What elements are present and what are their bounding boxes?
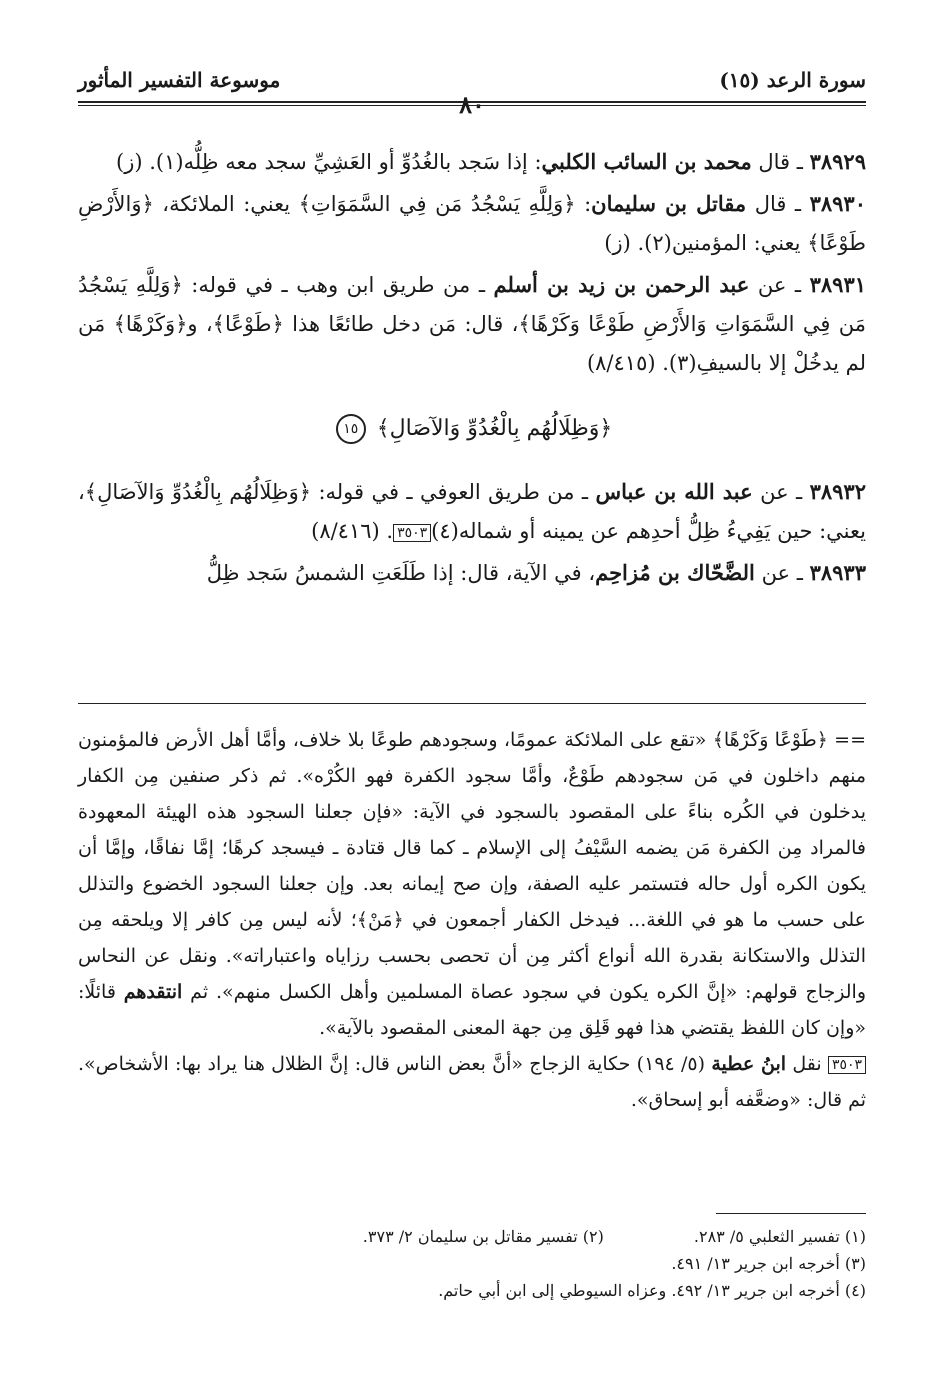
note-name: ابنُ عطية <box>711 1053 787 1075</box>
entry-text: ـ من طريق ابن وهب ـ في قوله: ﴿وَلِلَّهِ يَسْجُدُ مَن فِي السَّمَوَاتِ وَالأَرْضِ طَوْعًا وَكَرْهًا﴾، قال: مَن دخل طائعًا هذا ﴿طَوْعًا﴾، و﴿وَكَرْهًا﴾ مَن لم يدخُلْ إلا بالسيفِ(٣). (٨/٤١٥) <box>78 273 866 375</box>
entry-number: ٣٨٩٣٢ <box>809 479 866 504</box>
note-start: نقل <box>786 1053 828 1075</box>
commentary-paragraph <box>78 722 866 1046</box>
footnote-row <box>78 1223 866 1250</box>
narrator-name: محمد بن السائب الكلبي <box>541 149 752 174</box>
main-text <box>78 142 866 595</box>
footnotes <box>78 1223 866 1304</box>
entry-prefix: ـ عن <box>749 273 810 297</box>
entry-prefix: ـ قال <box>746 192 810 216</box>
header-rule-thin <box>78 105 866 106</box>
commentary-lead: == ﴿طَوْعًا وَكَرْهًا﴾ <box>712 729 867 751</box>
narrator-name: الضَّحّاك بن مُزاحِم <box>595 560 755 585</box>
footnote-2: (٢) تفسير مقاتل بن سليمان ٢/ ٣٧٣. <box>362 1227 604 1246</box>
verse-heading <box>78 409 866 448</box>
narrator-name: عبد الله بن عباس <box>595 479 753 504</box>
entry-38933 <box>78 553 866 593</box>
ayah-number-icon: ١٥ <box>336 414 366 444</box>
entry-number: ٣٨٩٣٣ <box>809 560 866 585</box>
narrator-name: عبد الرحمن بن زيد بن أسلم <box>493 272 750 297</box>
narrator-name: مقاتل بن سليمان <box>591 191 747 216</box>
footnote-3: (٣) أخرجه ابن جرير ١٣/ ٤٩١. <box>671 1254 866 1273</box>
verse-text: ﴿وَظِلَالُهُم بِالْغُدُوِّ وَالآصَالِ﴾ <box>376 416 613 441</box>
page-header <box>78 60 866 104</box>
commentary-body: «تقع على الملائكة عمومًا، وسجودهم طوعًا بلا خلاف، وأمَّا أهل الأرض فالمؤمنون منهم داخلون في مَن سجودهم طَوْعٌ، وأمَّا سجود الكفرة فهو الكُرْه». ثم ذكر صنفين مِن الكفار يدخلون في الكُره بناءً على المقصود بالسجود في الآية: «فإن جعلنا السجود هذه الهيئة المعهودة فالمراد مِن الكفرة مَن يضمه السَّيْفُ إلى الإسلام ـ كما قال قتادة ـ فيسجد كرهًا؛ إمَّا نفاقًا، وإمَّا أن يكون الكره أول حاله فتستمر عليه الصفة، وإن صح إيمانه بعد. وإن جعلنا السجود الخضوع والتذلل على حسب ما هو في اللغة... فيدخل الكفار أجمعون في ﴿مَنْ﴾؛ لأنه ليس مِن كافر إلا ويلحقه مِن التذلل والاستكانة بقدرة الله أنواع أكثر مِن أن تحصى بحسب رزاياه واعتباراته». ونقل عن النحاس والزجاج قولهم: «إنَّ الكره يكون في سجود عصاة المسلمين وأهل الكسل منهم». ثم <box>78 729 866 1003</box>
entry-38929 <box>78 142 866 182</box>
commentary-note <box>78 1046 866 1118</box>
entry-38930 <box>78 184 866 263</box>
commentary-block <box>78 722 866 1118</box>
commentary-separator <box>78 703 866 704</box>
entry-prefix: ـ قال <box>751 150 810 174</box>
book-title: موسوعة التفسير المأثور <box>78 68 281 92</box>
entry-38932 <box>78 472 866 551</box>
header-rule <box>78 101 866 103</box>
entry-text: : ﴿وَلِلَّهِ يَسْجُدُ مَن فِي السَّمَوَاتِ﴾ يعني: الملائكة، ﴿وَالأَرْضِ طَوْعًا﴾ يعني: المؤمنين(٢). (ز) <box>78 192 866 255</box>
surah-header: سورة الرعد (١٥) <box>719 68 866 92</box>
commentary-note-box: ٣٥٠٣ <box>828 1056 866 1074</box>
footnote-1: (١) تفسير الثعلبي ٥/ ٢٨٣. <box>693 1227 866 1246</box>
entry-number: ٣٨٩٣١ <box>809 272 867 297</box>
commentary-bold-word: انتقدهم <box>123 981 183 1003</box>
entry-text: ـ من طريق العوفي ـ في قوله: ﴿وَظِلَالُهُم بِالْغُدُوِّ وَالآصَالِ﴾، يعني: حين يَفِيءُ ظِلُّ أحدِهم عن يمينه أو شماله(٤) <box>78 480 866 543</box>
entry-ref: . (٨/٤١٦) <box>311 519 394 543</box>
entry-number: ٣٨٩٢٩ <box>809 149 866 174</box>
commentary-ref-box: ٣٥٠٣ <box>393 524 431 542</box>
entry-text: ، في الآية، قال: إذا طَلَعَتِ الشمسُ سَجد ظِلُّ <box>206 561 596 585</box>
entry-text: : إذا سَجد بالغُدُوِّ أو العَشِيِّ سجد معه ظِلُّه(١). (ز) <box>116 150 542 174</box>
footnote-separator <box>716 1213 866 1214</box>
entry-number: ٣٨٩٣٠ <box>809 191 866 216</box>
footnote-4: (٤) أخرجه ابن جرير ١٣/ ٤٩٢. وعزاه السيوطي إلى ابن أبي حاتم. <box>438 1281 866 1300</box>
commentary-body-end: قائلًا: «وإن كان اللفظ يقتضي هذا فهو قَلِق مِن جهة المعنى المقصود بالآية». <box>78 981 866 1039</box>
note-text: (٥/ ١٩٤) حكاية الزجاج «أنَّ بعض الناس قال: إنَّ الظلال هنا يراد بها: الأشخاص». ثم قال: «وضعَّفه أبو إسحاق». <box>78 1053 866 1111</box>
entry-prefix: ـ عن <box>754 561 810 585</box>
entry-38931 <box>78 265 866 383</box>
entry-prefix: ـ عن <box>752 480 810 504</box>
